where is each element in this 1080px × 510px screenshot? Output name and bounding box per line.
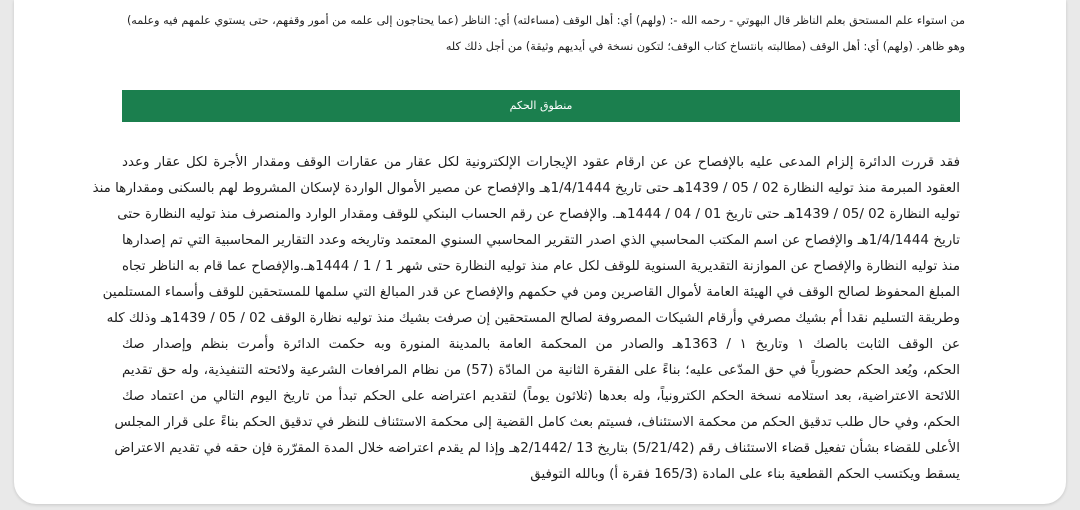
ruling-line: تاريخ 1/4/1444هـ والإفصاح عن اسم المكتب المحاسبي الذي اصدر التقرير المحاسبي السنوي المعتمد وتاريخه وعدد التقارير المحاسبية التي تم إصدارها xyxy=(122,233,960,248)
section-header-ruling: منطوق الحكم xyxy=(122,90,960,122)
intro-line-2: وهو ظاهر. (ولهم) أي: أهل الوقف (مطالبته بانتساخ كتاب الوقف؛ لتكون نسخة في أيديهم وثيقة) من أجل ذلك كله xyxy=(445,40,965,53)
ruling-line: الحكم، وفي حال طلب تدقيق الحكم من محكمة الاستئناف، فسيتم بعث كامل القضية إلى محكمة الاستئناف للنظر في تدقيق الحكم بناءً على قرار المجلس xyxy=(114,415,960,430)
ruling-line: المبلغ المحفوظ لصالح الوقف في الهيئة العامة لأموال القاصرين ومن في حكمهم والإفصاح عن قدر المبالغ التي سلمها للمستحقين للوقف وأسماء المستلمين xyxy=(102,285,960,300)
ruling-line: توليه النظارة 02 /05 / 1439هـ حتى تاريخ 01 / 04 / 1444هـ. والإفصاح عن رقم الحساب البنكي للوقف ومقدار الوارد والمنصرف منذ توليه النظارة حتى xyxy=(117,207,960,222)
intro-line-1: من استواء علم المستحق بعلم الناظر قال البهوتي - رحمه الله -: (ولهم) أي: أهل الوقف (مساءلته) أي: الناظر (عما يحتاجون إلى علمه من أمور وقفهم، حتى يستوي علمهم فيه وعلمه) xyxy=(126,14,965,27)
ruling-line: منذ توليه النظارة والإفصاح عن الموازنة التقديرية السنوية للوقف لكل عام منذ توليه النظارة حتى شهر 1 / 1 / 1444هـ.والإفصاح عما قام به الناظر تجاه xyxy=(122,259,960,274)
ruling-line: عن الوقف الثابت بالصك ١ وتاريخ ١ / 1363هـ والصادر من المحكمة العامة بالمدينة المنورة وبه حكمت الدائرة وأمرت بنظم وإصدار صك xyxy=(122,337,960,352)
document-card xyxy=(14,0,1066,504)
ruling-text xyxy=(92,150,961,488)
ruling-line: اللائحة الاعتراضية، بعد استلامه نسخة الحكم الكترونياً، وله بعدها (ثلاثون يوماً) لتقديم اعتراضه على الحكم تبدأ من تاريخ اليوم التالي من اعتماد صك xyxy=(122,389,960,404)
ruling-line: الحكم، ويُعد الحكم حضورياً في حق المدّعى عليه؛ بناءً على الفقرة الثانية من المادّة (57) من نظام المرافعات الشرعية ولائحته التنفيذية، وله حق تقديم xyxy=(122,363,961,378)
ruling-line: يسقط ويكتسب الحكم القطعية بناء على المادة (165/3 فقرة أ) وبالله التوفيق xyxy=(530,467,960,482)
ruling-line: العقود المبرمة منذ توليه النظارة 02 / 05 / 1439هـ حتى تاريخ 1/4/1444هـ والإفصاح عن مصير الأموال الواردة لإسكان المشروط لهم بالسكنى ومقدارها منذ xyxy=(92,181,960,196)
ruling-line: فقد قررت الدائرة إلزام المدعى عليه بالإفصاح عن عن ارقام عقود الإيجارات الإلكترونية لكل عقار من عقارات الوقف ومقدار الأجرة لكل عقار وعدد xyxy=(122,155,960,170)
ruling-line: وطريقة التسليم نقدا أم بشيك مصرفي وأرقام الشيكات المصروفة لصالح المستحقين إن صرفت بشيك منذ توليه نظارة الوقف 02 / 05 / 1439هـ وذلك كله xyxy=(106,311,960,326)
ruling-line: الأعلى للقضاء بشأن تفعيل قضاء الاستئناف رقم (5/21/42) بتاريخ 13 /2/1442هـ وإذا لم يقدم اعتراضه خلال المدة المقرّرة فإن حقه في تقديم الاعتراض xyxy=(114,441,960,456)
